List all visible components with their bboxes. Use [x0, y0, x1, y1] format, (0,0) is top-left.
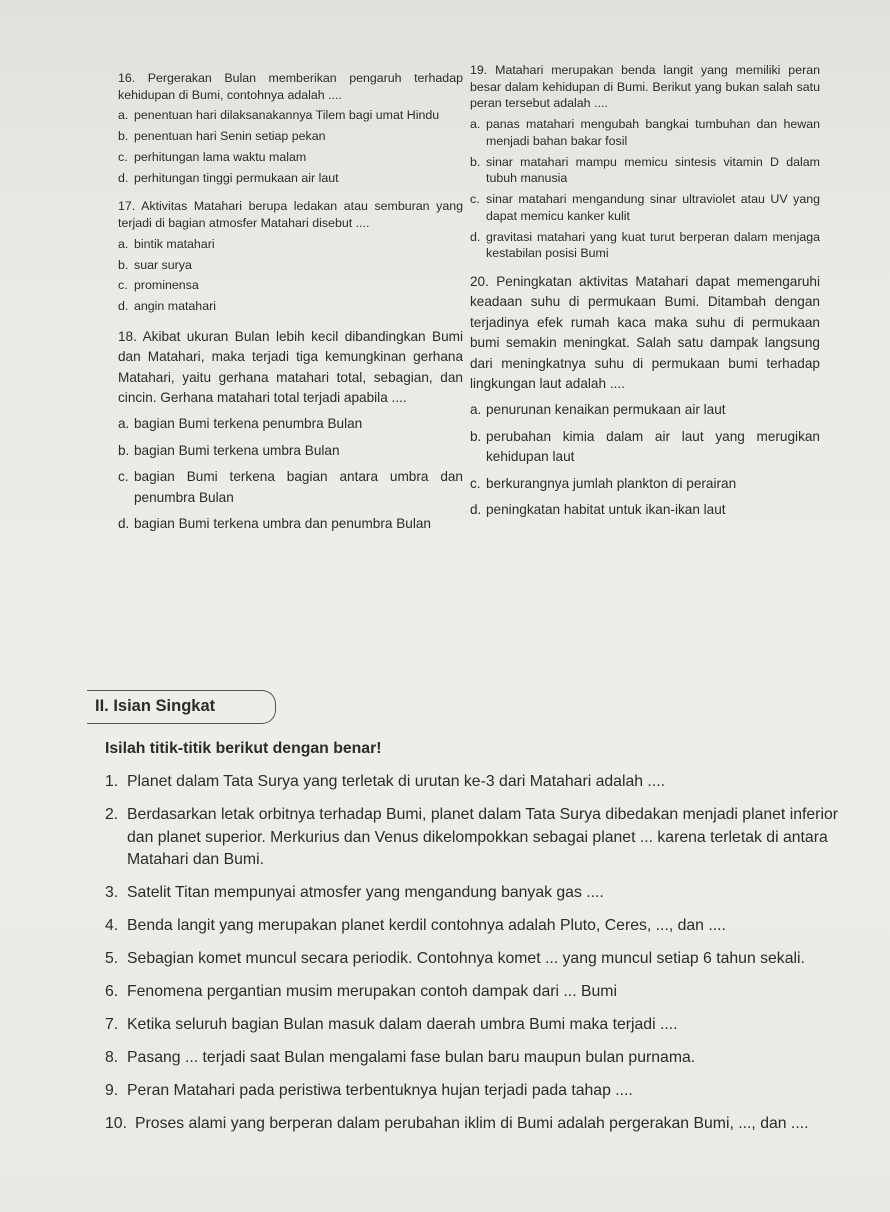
fill-item-9: 9. Peran Matahari pada peristiwa terbentuknya hujan terjadi pada tahap .... [105, 1081, 633, 1099]
question-20 [470, 272, 820, 520]
option-b[interactable]: b. suar surya [118, 257, 192, 272]
fill-item-5: 5. Sebagian komet muncul secara periodik. Contohnya komet ... yang muncul setiap 6 tahun sekali. [105, 950, 805, 968]
section-instruction: Isilah titik-titik berikut dengan benar! [105, 739, 382, 757]
option-a[interactable]: a. bagian Bumi terkena penumbra Bulan [118, 416, 363, 432]
question-16 [118, 70, 463, 186]
question-19 [470, 62, 820, 262]
option-c[interactable]: c. berkurangnya jumlah plankton di perairan [470, 475, 737, 491]
option-c[interactable]: c. perhitungan lama waktu malam [118, 149, 307, 164]
fill-item-10: 10. Proses alami yang berperan dalam perubahan iklim di Bumi adalah pergerakan Bumi, ..., dan .... [105, 1114, 809, 1132]
left-column [118, 70, 463, 540]
option-b[interactable]: b. penentuan hari Senin setiap pekan [118, 129, 326, 144]
option-a[interactable]: a. penentuan hari dilaksanakannya Tilem bagi umat Hindu [118, 108, 440, 123]
section-isian-singkat [95, 690, 865, 1146]
fill-item-1: 1. Planet dalam Tata Surya yang terletak di urutan ke-3 dari Matahari adalah .... [105, 772, 665, 790]
question-stem: 20. Peningkatan aktivitas Matahari dapat memengaruhi keadaan suhu di permukaan Bumi. Ditambah dengan terjadinya efek rumah kaca maka suhu di permukaan bumi semakin meningkat. Salah satu dampak langsung dari meningkatnya suhu di permukaan bumi terhadap lingkungan laut adalah .... [470, 274, 820, 392]
fill-item-3: 3. Satelit Titan mempunyai atmosfer yang mengandung banyak gas .... [105, 884, 604, 902]
question-18 [118, 327, 463, 535]
question-stem: 16. Pergerakan Bulan memberikan pengaruh terhadap kehidupan di Bumi, contohnya adalah .... [118, 71, 463, 102]
fill-item-6: 6. Fenomena pergantian musim merupakan contoh dampak dari ... Bumi [105, 983, 617, 1001]
fill-item-7: 7. Ketika seluruh bagian Bulan masuk dalam daerah umbra Bumi maka terjadi .... [105, 1015, 678, 1033]
option-a[interactable]: a. bintik matahari [118, 236, 215, 251]
option-b[interactable]: b. perubahan kimia dalam air laut yang merugikan kehidupan laut [470, 428, 820, 465]
option-b[interactable]: b. bagian Bumi terkena umbra Bulan [118, 442, 340, 458]
option-c[interactable]: c. sinar matahari mengandung sinar ultraviolet atau UV yang dapat memicu kanker kulit [470, 192, 820, 223]
fill-item-2: 2. Berdasarkan letak orbitnya terhadap Bumi, planet dalam Tata Surya dibedakan menjadi planet inferior dan planet superior. Merkurius dan Venus dikelompokkan sebagai planet ... karena terletak di antara Matahari dan Bumi. [105, 805, 838, 869]
option-d[interactable]: d. peningkatan habitat untuk ikan-ikan laut [470, 501, 726, 517]
option-a[interactable]: a. penurunan kenaikan permukaan air laut [470, 402, 726, 418]
option-d[interactable]: d. angin matahari [118, 299, 216, 314]
section-title: II. Isian Singkat [87, 690, 276, 724]
question-stem: 18. Akibat ukuran Bulan lebih kecil dibandingkan Bumi dan Matahari, maka terjadi tiga kemungkinan gerhana Matahari, yaitu gerhana matahari total, sebagian, dan cincin. Gerhana matahari total terjadi apabila .... [118, 328, 463, 405]
option-b[interactable]: b. sinar matahari mampu memicu sintesis vitamin D dalam tubuh manusia [470, 154, 820, 186]
question-stem: 19. Matahari merupakan benda langit yang memiliki peran besar dalam kehidupan di Bumi. Berikut yang bukan salah satu peran tersebut adalah .... [470, 63, 820, 111]
option-d[interactable]: d. bagian Bumi terkena umbra dan penumbra Bulan [118, 515, 431, 531]
option-c[interactable]: c. prominensa [118, 278, 199, 293]
question-17 [118, 198, 463, 314]
option-a[interactable]: a. panas matahari mengubah bangkai tumbuhan dan hewan menjadi bahan bakar fosil [470, 117, 820, 148]
question-stem: 17. Aktivitas Matahari berupa ledakan atau semburan yang terjadi di bagian atmosfer Matahari disebut .... [118, 199, 464, 231]
option-d[interactable]: d. perhitungan tinggi permukaan air laut [118, 170, 339, 185]
option-c[interactable]: c. bagian Bumi terkena bagian antara umbra dan penumbra Bulan [118, 469, 463, 505]
fill-item-4: 4. Benda langit yang merupakan planet kerdil contohnya adalah Pluto, Ceres, ..., dan .... [105, 917, 726, 935]
fill-item-8: 8. Pasang ... terjadi saat Bulan mengalami fase bulan baru maupun bulan purnama. [105, 1048, 696, 1066]
right-column [470, 62, 820, 526]
option-d[interactable]: d. gravitasi matahari yang kuat turut berperan dalam menjaga kestabilan posisi Bumi [470, 229, 820, 261]
